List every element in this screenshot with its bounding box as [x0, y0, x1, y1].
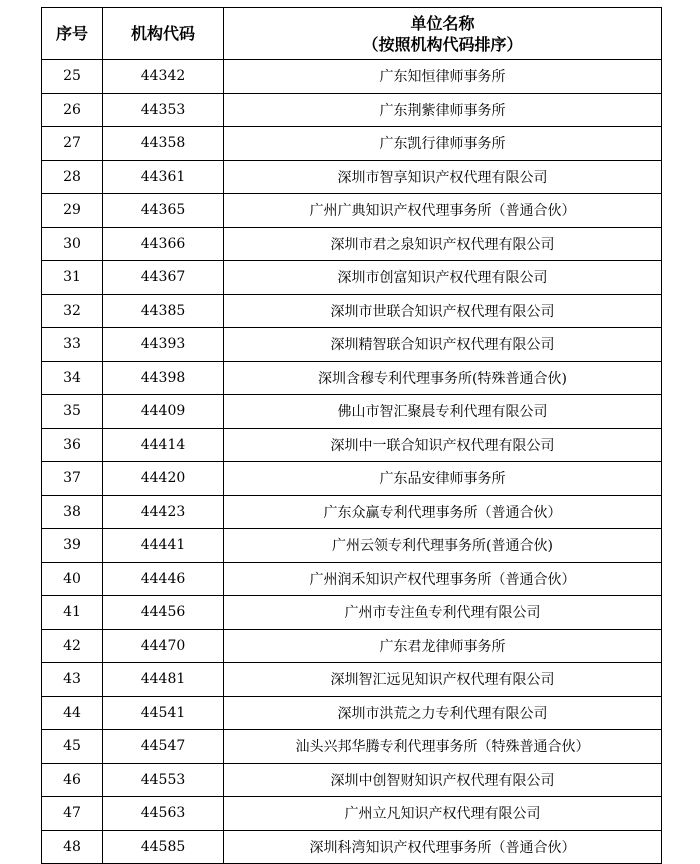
- agency-code-cell: 44367: [103, 261, 224, 295]
- table-row: [42, 495, 662, 529]
- serial-number-cell: 46: [42, 763, 103, 797]
- agency-code-cell: 44563: [103, 797, 224, 831]
- header-unit-name-title: 单位名称: [410, 13, 475, 33]
- unit-name-cell: 深圳中创智财知识产权代理有限公司: [224, 763, 662, 797]
- unit-name-cell: 深圳市智享知识产权代理有限公司: [224, 160, 662, 194]
- serial-number-cell: 36: [42, 428, 103, 462]
- table-row: [42, 395, 662, 429]
- table-row: [42, 428, 662, 462]
- unit-name-cell: 广东荆紫律师事务所: [224, 93, 662, 127]
- agency-code-cell: 44358: [103, 127, 224, 161]
- agency-code-cell: 44414: [103, 428, 224, 462]
- unit-name-cell: 广州立凡知识产权代理有限公司: [224, 797, 662, 831]
- serial-number-cell: 29: [42, 194, 103, 228]
- serial-number-cell: 44: [42, 696, 103, 730]
- header-agency-code: 机构代码: [103, 8, 224, 60]
- serial-number-cell: 38: [42, 495, 103, 529]
- serial-number-cell: 42: [42, 629, 103, 663]
- agency-code-cell: 44541: [103, 696, 224, 730]
- agency-code-cell: 44420: [103, 462, 224, 496]
- table-row: [42, 629, 662, 663]
- serial-number-cell: 26: [42, 93, 103, 127]
- serial-number-cell: 45: [42, 730, 103, 764]
- unit-name-cell: 广东君龙律师事务所: [224, 629, 662, 663]
- unit-name-cell: 深圳智汇远见知识产权代理有限公司: [224, 663, 662, 697]
- agency-code-cell: 44366: [103, 227, 224, 261]
- header-serial-number: 序号: [42, 8, 103, 60]
- serial-number-cell: 40: [42, 562, 103, 596]
- agency-code-cell: 44553: [103, 763, 224, 797]
- table-row: [42, 797, 662, 831]
- table-row: [42, 60, 662, 94]
- unit-name-cell: 佛山市智汇聚晨专利代理有限公司: [224, 395, 662, 429]
- table-row: [42, 261, 662, 295]
- unit-name-cell: 广东知恒律师事务所: [224, 60, 662, 94]
- unit-name-cell: 深圳精智联合知识产权代理有限公司: [224, 328, 662, 362]
- unit-name-cell: 汕头兴邦华腾专利代理事务所（特殊普通合伙）: [224, 730, 662, 764]
- unit-name-cell: 广州润禾知识产权代理事务所（普通合伙）: [224, 562, 662, 596]
- unit-name-cell: 深圳科湾知识产权代理事务所（普通合伙）: [224, 830, 662, 864]
- serial-number-cell: 34: [42, 361, 103, 395]
- table-row: [42, 227, 662, 261]
- agency-code-cell: 44393: [103, 328, 224, 362]
- header-row: [42, 8, 662, 60]
- table-row: [42, 529, 662, 563]
- table-row: [42, 596, 662, 630]
- header-unit-name: [224, 8, 662, 60]
- agency-code-cell: 44481: [103, 663, 224, 697]
- table-body: [42, 60, 662, 864]
- table-row: [42, 294, 662, 328]
- table-header: [42, 8, 662, 60]
- header-unit-name-note: （按照机构代码排序）: [362, 34, 523, 54]
- table-row: [42, 830, 662, 864]
- unit-name-cell: 深圳含穆专利代理事务所(特殊普通合伙): [224, 361, 662, 395]
- unit-name-cell: 深圳市洪荒之力专利代理有限公司: [224, 696, 662, 730]
- unit-name-cell: 广东品安律师事务所: [224, 462, 662, 496]
- unit-name-cell: 广东众赢专利代理事务所（普通合伙）: [224, 495, 662, 529]
- table-row: [42, 194, 662, 228]
- serial-number-cell: 30: [42, 227, 103, 261]
- serial-number-cell: 28: [42, 160, 103, 194]
- agency-code-cell: 44547: [103, 730, 224, 764]
- serial-number-cell: 25: [42, 60, 103, 94]
- serial-number-cell: 47: [42, 797, 103, 831]
- table-row: [42, 361, 662, 395]
- agency-code-cell: 44456: [103, 596, 224, 630]
- table-row: [42, 328, 662, 362]
- unit-name-cell: 深圳市君之泉知识产权代理有限公司: [224, 227, 662, 261]
- agency-code-cell: 44446: [103, 562, 224, 596]
- unit-name-cell: 广州云领专利代理事务所(普通合伙): [224, 529, 662, 563]
- serial-number-cell: 27: [42, 127, 103, 161]
- table-row: [42, 663, 662, 697]
- agency-code-cell: 44361: [103, 160, 224, 194]
- agency-code-cell: 44398: [103, 361, 224, 395]
- serial-number-cell: 41: [42, 596, 103, 630]
- table-row: [42, 730, 662, 764]
- agency-code-cell: 44342: [103, 60, 224, 94]
- serial-number-cell: 33: [42, 328, 103, 362]
- serial-number-cell: 31: [42, 261, 103, 295]
- unit-name-cell: 深圳中一联合知识产权代理有限公司: [224, 428, 662, 462]
- unit-name-cell: 广州市专注鱼专利代理有限公司: [224, 596, 662, 630]
- agency-code-cell: 44585: [103, 830, 224, 864]
- table-row: [42, 696, 662, 730]
- serial-number-cell: 37: [42, 462, 103, 496]
- agency-code-cell: 44409: [103, 395, 224, 429]
- agency-table: [41, 7, 662, 864]
- table-row: [42, 93, 662, 127]
- unit-name-cell: 深圳市创富知识产权代理有限公司: [224, 261, 662, 295]
- unit-name-cell: 广东凯行律师事务所: [224, 127, 662, 161]
- agency-code-cell: 44365: [103, 194, 224, 228]
- serial-number-cell: 43: [42, 663, 103, 697]
- agency-code-cell: 44423: [103, 495, 224, 529]
- serial-number-cell: 39: [42, 529, 103, 563]
- agency-code-cell: 44470: [103, 629, 224, 663]
- serial-number-cell: 48: [42, 830, 103, 864]
- table-row: [42, 127, 662, 161]
- unit-name-cell: 广州广典知识产权代理事务所（普通合伙）: [224, 194, 662, 228]
- table-row: [42, 562, 662, 596]
- agency-code-cell: 44385: [103, 294, 224, 328]
- table-row: [42, 763, 662, 797]
- table-row: [42, 160, 662, 194]
- serial-number-cell: 35: [42, 395, 103, 429]
- agency-code-cell: 44353: [103, 93, 224, 127]
- unit-name-cell: 深圳市世联合知识产权代理有限公司: [224, 294, 662, 328]
- agency-code-cell: 44441: [103, 529, 224, 563]
- serial-number-cell: 32: [42, 294, 103, 328]
- table-row: [42, 462, 662, 496]
